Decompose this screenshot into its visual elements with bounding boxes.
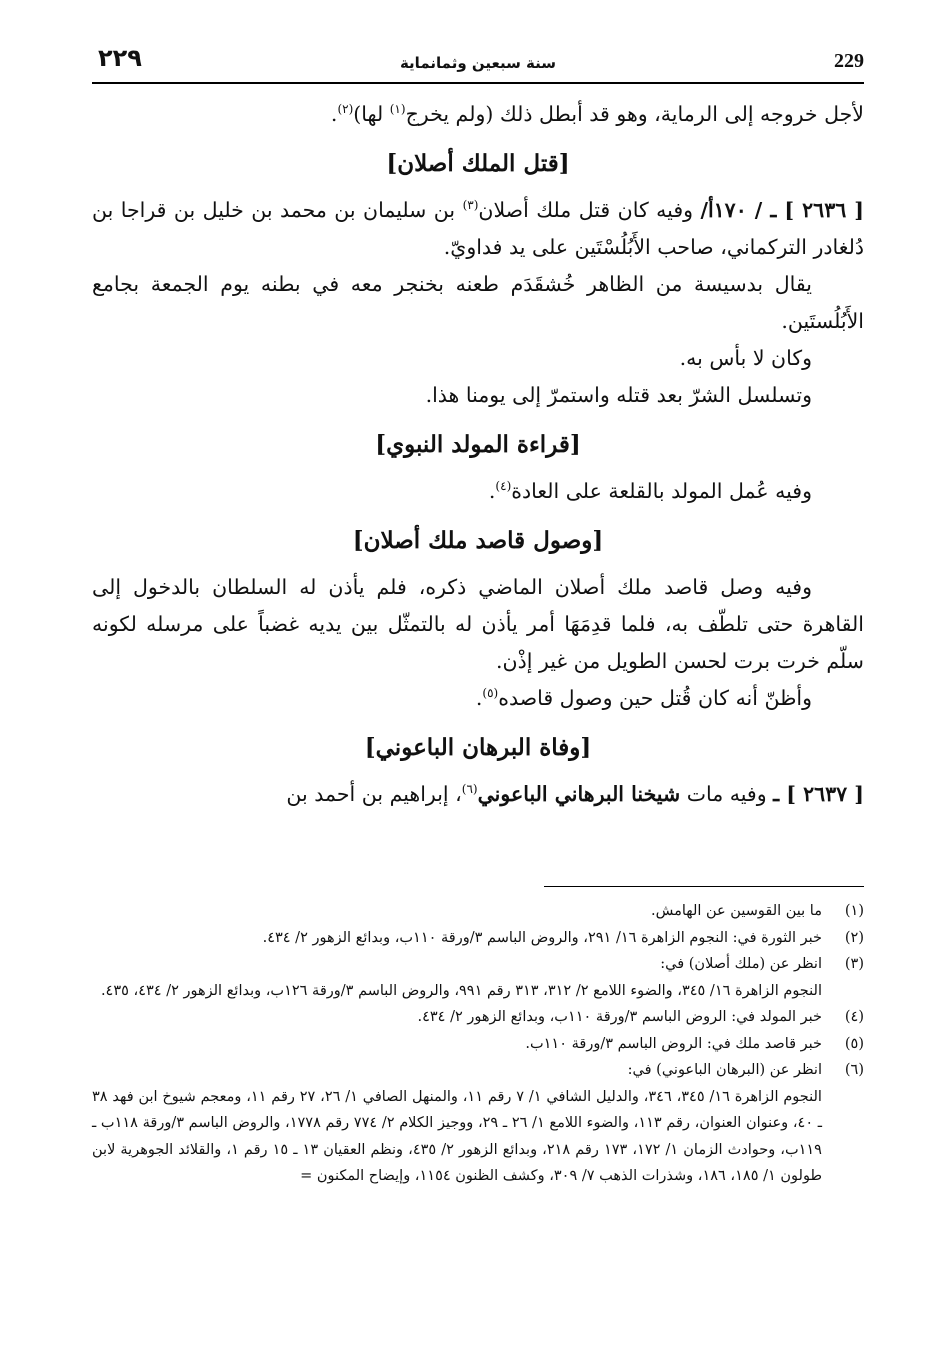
footnote-number: (٥) bbox=[844, 1035, 864, 1052]
footnote-text: خبر المولد في: الروض الباسم ٣/ورقة ١١٠ب، وبدائع الزهور ٢/ ٤٣٤. bbox=[417, 1009, 822, 1025]
entry-paragraph bbox=[92, 776, 864, 813]
entry-paragraph bbox=[92, 192, 864, 266]
section-heading: [وصول قاصد ملك أصلان] bbox=[352, 527, 604, 554]
page-header bbox=[92, 40, 864, 84]
page-number-arabic: ٢٢٩ bbox=[98, 44, 142, 72]
section-heading: [قتل الملك أصلان] bbox=[386, 150, 570, 177]
paragraph bbox=[92, 473, 864, 510]
footnotes bbox=[92, 898, 864, 1190]
running-title: سنة سبعين وثمانماية bbox=[399, 54, 557, 72]
text-run: . bbox=[488, 479, 496, 503]
text-run: لها) bbox=[353, 102, 390, 126]
footnote-ref: (٥) bbox=[482, 686, 499, 701]
text-run: ، إبراهيم بن أحمد بن bbox=[286, 782, 462, 806]
footnote-number bbox=[822, 978, 864, 1005]
paragraph: وكان لا بأس به. bbox=[679, 346, 812, 370]
text-run: وفيه كان قتل ملك أصلان bbox=[478, 198, 701, 222]
footnote-text: خبر الثورة في: النجوم الزاهرة ١٦/ ٢٩١، والروض الباسم ٣/ورقة ١١٠ب، وبدائع الزهور ٢/ ٤٣٤. bbox=[262, 929, 822, 946]
footnote-number: (٤) bbox=[844, 1009, 864, 1025]
person-name: شيخنا البرهاني الباعوني bbox=[477, 782, 681, 806]
text-run: وأظنّ أنه كان قُتل حين وصول قاصده bbox=[498, 686, 812, 710]
paragraph: وفيه وصل قاصد ملك أصلان الماضي ذكره، فلم يأذن له السلطان بالدخول إلى القاهرة حتى تلطّف به، فلما قدِمَهَا أمر يأذن له بالتمثّل بين يديه غضباً على مرسله لكونه سلّم خرت برت لحسن الطويل من غير إذْن. bbox=[92, 575, 864, 673]
footnote-text: النجوم الزاهرة ١٦/ ٣٤٥، والضوء اللامع ٢/ ٣١٢، ٣١٣ رقم ٩٩١، والروض الباسم ٣/ورقة ١٢٦ب، وبدائع الزهور ٢/ ٤٣٤، ٤٣٥. bbox=[100, 982, 822, 999]
paragraph bbox=[92, 680, 864, 717]
footnote-divider bbox=[544, 886, 864, 887]
footnote-ref: (٣) bbox=[462, 198, 479, 213]
footnote bbox=[92, 1084, 864, 1190]
main-text bbox=[92, 96, 864, 813]
text-run: بن سليمان بن محمد بن خليل بن قراجا بن دُلغادر التركماني، صاحب الأَبُلُسْتَين على يد فداويّ. bbox=[92, 198, 864, 259]
footnote-text: ما بين القوسين عن الهامش. bbox=[650, 903, 822, 919]
entry-number: [ ٢٦٣٦ ] ـ / ١٧٠أ/ bbox=[700, 198, 864, 222]
footnote-number: (٢) bbox=[844, 929, 864, 946]
footnote-text: خبر قاصد ملك في: الروض الباسم ٣/ورقة ١١٠ب. bbox=[525, 1035, 822, 1052]
footnote bbox=[92, 1031, 864, 1058]
paragraph: وتسلسل الشرّ بعد قتله واستمرّ إلى يومنا هذا. bbox=[425, 383, 812, 407]
footnote-ref: (٤) bbox=[495, 479, 512, 494]
footnote-text: النجوم الزاهرة ١٦/ ٣٤٥، ٣٤٦، والدليل الشافي ١/ ٧ رقم ١١، والمنهل الصافي ١/ ٢٦، ٢٧ رقم ١١، ومعجم شيوخ ابن فهد ٣٨ ـ ٤٠، وعنوان العنوان، رقم ١١٣، والضوء اللامع ١/ ٢٦ ـ ٢٩، ووجيز الكلام ٢/ ٧٧٤ رقم ١٧٧٨، والروض الباسم ٣/ورقة ١١٨ب ـ ١١٩ب، وحوادث الزمان ١/ ١٧٢، ١٧٣ رقم ٢١٨، وبدائع الزهور ٢/ ٤٣٥، ونظم العقيان ١٣ ـ ١٥ رقم ١، والقلائد الجوهرية لابن طولون ١/ ١٨٥، ١٨٦، وشذرات الذهب ٧/ ٣٠٩، وكشف الظنون ١١٥٤، وإيضاح المكنون = bbox=[92, 1088, 823, 1184]
footnote bbox=[92, 1057, 864, 1084]
footnote-ref: (٦) bbox=[461, 782, 478, 797]
text-run: وفيه مات bbox=[680, 782, 774, 806]
text-run: . bbox=[330, 102, 338, 126]
section-heading: [قراءة المولد النبوي] bbox=[375, 431, 581, 458]
footnote bbox=[92, 925, 864, 952]
paragraph bbox=[92, 96, 864, 133]
text-run: وفيه عُمل المولد بالقلعة على العادة bbox=[511, 479, 812, 503]
footnote bbox=[92, 978, 864, 1005]
paragraph: يقال بدسيسة من الظاهر خُشقَدَم طعنه بخنجر معه في بطنه يوم الجمعة بجامع الأَبُلُستَين. bbox=[92, 272, 864, 333]
footnote-text: انظر عن (ملك أصلان) في: bbox=[660, 956, 822, 972]
section-heading: [وفاة البرهان الباعوني] bbox=[364, 734, 592, 761]
footnote-text: انظر عن (البرهان الباعوني) في: bbox=[627, 1062, 822, 1078]
footnote-number: (٣) bbox=[844, 956, 864, 972]
footnote bbox=[92, 1004, 864, 1031]
footnote-number bbox=[822, 1084, 864, 1190]
page-number-latin: 229 bbox=[834, 50, 864, 72]
footnote bbox=[92, 951, 864, 978]
text-run: لأجل خروجه إلى الرماية، وهو قد أبطل ذلك (ولم يخرج bbox=[405, 102, 864, 126]
footnote-number: (٦) bbox=[844, 1062, 864, 1078]
footnote-ref: (١) bbox=[389, 102, 406, 117]
footnote bbox=[92, 898, 864, 925]
footnote-ref: (٢) bbox=[337, 102, 354, 117]
entry-number: [ ٢٦٣٧ ] ـ bbox=[773, 782, 864, 806]
footnote-number: (١) bbox=[844, 903, 864, 919]
text-run: . bbox=[475, 686, 483, 710]
